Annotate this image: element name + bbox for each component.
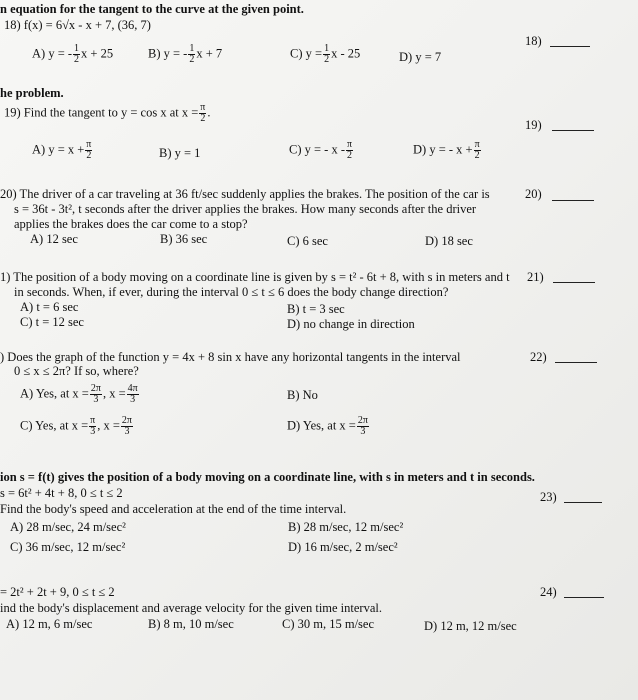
q20-line3: applies the brakes does the car come to a stop? [14, 217, 248, 231]
q24-choice-a: A) 12 m, 6 m/sec [6, 617, 93, 631]
q21-choice-d: D) no change in direction [287, 317, 415, 331]
q19-answer-blank[interactable] [552, 130, 594, 131]
q23-answer-blank[interactable] [564, 502, 602, 503]
q22-line1: ) Does the graph of the function y = 4x + 8 sin x have any horizontal tangents in the interval [0, 350, 461, 364]
q24-choice-d: D) 12 m, 12 m/sec [424, 619, 517, 633]
q18-answer-label: 18) [525, 34, 542, 48]
q24-function: = 2t² + 2t + 9, 0 ≤ t ≤ 2 [0, 585, 115, 599]
q18-choice-a: A) y = - $\frac{1}{2}$ x + 25 [32, 43, 114, 65]
q21-line2: in seconds. When, if ever, during the interval 0 ≤ t ≤ 6 does the body change direction? [14, 285, 449, 299]
q18-answer-blank[interactable] [550, 46, 590, 47]
q23-choice-a: A) 28 m/sec, 24 m/sec² [10, 520, 126, 534]
q19-choice-b: B) y = 1 [159, 146, 201, 160]
q23-choice-b: B) 28 m/sec, 12 m/sec² [288, 520, 404, 534]
q20-choice-d: D) 18 sec [425, 234, 473, 248]
q23-function: s = 6t² + 4t + 8, 0 ≤ t ≤ 2 [0, 486, 123, 500]
q24-choice-b: B) 8 m, 10 m/sec [148, 617, 234, 631]
q23-prompt: Find the body's speed and acceleration at the end of the time interval. [0, 502, 347, 516]
q21-choice-a: A) t = 6 sec [20, 300, 79, 314]
q21-answer-blank[interactable] [553, 282, 595, 283]
q21-choice-c: C) t = 12 sec [20, 315, 84, 329]
q22-choice-d: D) Yes, at x = $\frac{2\pi}{3}$ [287, 415, 368, 437]
q24-answer-blank[interactable] [564, 597, 604, 598]
q23-choice-d: D) 16 m/sec, 2 m/sec² [288, 540, 398, 554]
q19-choice-d: D) y = - x + $\frac{\pi}{2}$ [413, 139, 480, 161]
q22-choice-b: B) No [287, 388, 318, 402]
q22-choice-c: C) Yes, at x = $\frac{\pi}{3}$ , x = $\frac{2\pi}{3}$ [20, 415, 132, 437]
section-heading-problem: he problem. [0, 86, 64, 100]
section-heading-position: ion s = f(t) gives the position of a body moving on a coordinate line, with s in meters and t in seconds. [0, 470, 535, 484]
q20-line2: s = 36t - 3t², t seconds after the driver applies the brakes. How many seconds after the driver [14, 202, 477, 216]
q20-answer-blank[interactable] [552, 200, 594, 201]
q22-line2: 0 ≤ x ≤ 2π? If so, where? [14, 364, 139, 378]
q24-choice-c: C) 30 m, 15 m/sec [282, 617, 375, 631]
q18-choice-d: D) y = 7 [399, 50, 442, 64]
section-heading-tangent: n equation for the tangent to the curve at the given point. [0, 2, 304, 16]
q21-choice-b: B) t = 3 sec [287, 302, 345, 316]
q21-line1: 1) The position of a body moving on a coordinate line is given by s = t² - 6t + 8, with s in meters and t [0, 270, 510, 284]
q18-choice-b: B) y = - $\frac{1}{2}$ x + 7 [148, 43, 223, 65]
q20-answer-label: 20) [525, 187, 542, 201]
q20-choice-b: B) 36 sec [160, 232, 208, 246]
q19-answer-label: 19) [525, 118, 542, 132]
q19-choice-c: C) y = - x - $\frac{\pi}{2}$ [289, 139, 353, 161]
q19-choice-a: A) y = x + $\frac{\pi}{2}$ [32, 139, 92, 161]
q21-answer-label: 21) [527, 270, 544, 284]
q24-prompt: ind the body's displacement and average velocity for the given time interval. [0, 601, 382, 615]
q23-answer-label: 23) [540, 490, 557, 504]
q18-choice-c: C) y = $\frac{1}{2}$ x - 25 [290, 43, 361, 65]
q19-stem: 19) Find the tangent to y = cos x at x = $\frac{\pi}{2}$ . [4, 102, 211, 124]
q18-stem: 18) f(x) = 6√x - x + 7, (36, 7) [4, 18, 151, 32]
q23-choice-c: C) 36 m/sec, 12 m/sec² [10, 540, 126, 554]
q20-choice-a: A) 12 sec [30, 232, 78, 246]
q22-answer-blank[interactable] [555, 362, 597, 363]
q20-line1: 20) The driver of a car traveling at 36 ft/sec suddenly applies the brakes. The position of the car is [0, 187, 490, 201]
q20-choice-c: C) 6 sec [287, 234, 328, 248]
q22-answer-label: 22) [530, 350, 547, 364]
q22-choice-a: A) Yes, at x = $\frac{2\pi}{3}$ , x = $\frac{4\pi}{3}$ [20, 383, 138, 405]
q24-answer-label: 24) [540, 585, 557, 599]
